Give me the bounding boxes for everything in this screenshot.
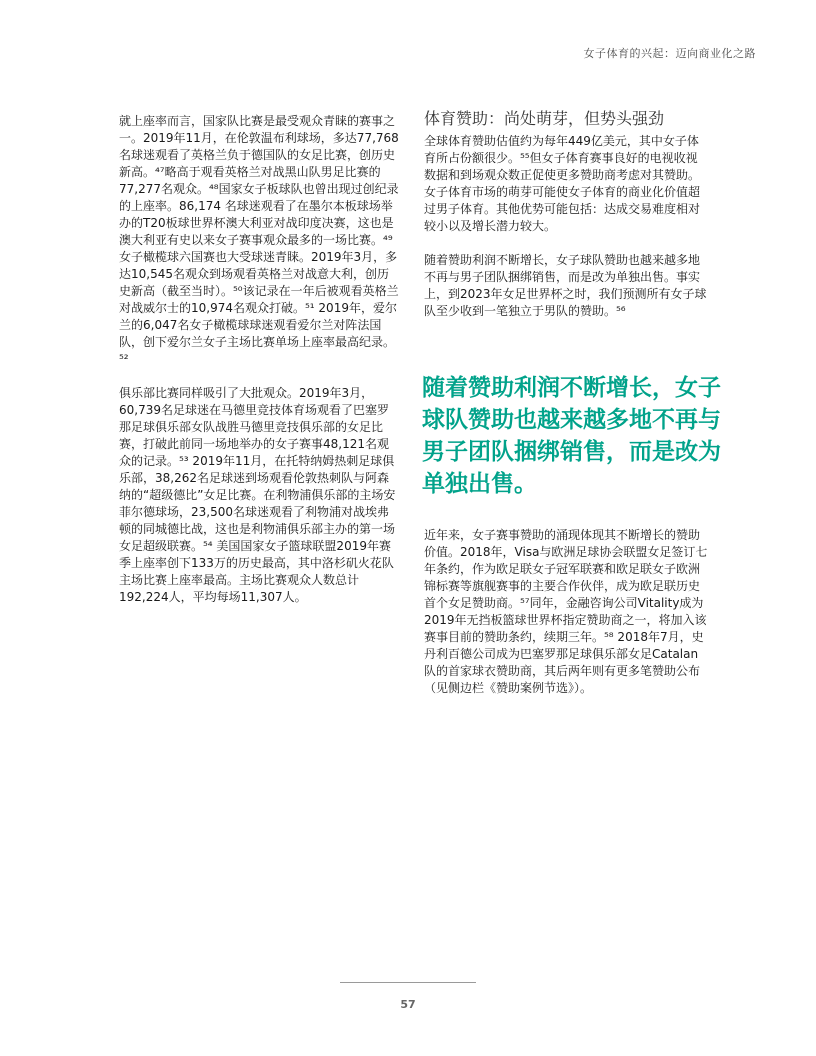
running-header: 女子体育的兴起：迈向商业化之路 [583, 47, 756, 60]
left-column [119, 113, 399, 623]
body-paragraph: 俱乐部比赛同样吸引了大批观众。2019年3月，60,739名足球迷在马德里竞技体育场观看了巴塞罗那足球俱乐部女队战胜马德里竞技俱乐部的女足比赛，打破此前同一场地举办的女子赛事48,121名观众的记录。⁵³ 2019年11月，在托特纳姆热刺足球俱乐部，38,262名足球迷到场观看伦敦热刺队与阿森纳的“超级德比”女足比赛。在利物浦俱乐部的主场安菲尔德球场，23,500名球迷观看了利物浦对战埃弗顿的同城德比战，这也是利物浦俱乐部主办的第一场女足超级联赛。⁵⁴ 美国国家女子篮球联盟2019年赛季上座率创下133万的历史最高，其中洛杉矶火花队主场比赛上座率最高。主场比赛观众人数总计192,224人，平均每场11,307人。 [119, 386, 396, 604]
body-paragraph: 随着赞助利润不断增长，女子球队赞助也越来越多地不再与男子团队捆绑销售，而是改为单独出售。事实上，到2023年女足世界杯之时，我们预测所有女子球队至少收到一笔独立于男队的赞助。⁵⁶ [424, 253, 707, 318]
body-paragraph: 就上座率而言，国家队比赛是最受观众青睐的赛事之一。2019年11月，在伦敦温布利球场，多达77,768名球迷观看了英格兰负于德国队的女足比赛，创历史新高。⁴⁷略高于观看英格兰对战黑山队男足比赛的77,277名观众。⁴⁸国家女子板球队也曾出现过创纪录的上座率。86,174 名球迷观看了在墨尔本板球场举办的T20板球世界杯澳大利亚对战印度决赛，这也是澳大利亚有史以来女子赛事观众最多的一场比赛。⁴⁹女子橄榄球六国赛也大受球迷青睐。2019年3月，多达10,545名观众到场观看英格兰对战意大利，创历史新高（截至当时）。⁵⁰该记录在一年后被观看英格兰对战威尔士的10,974名观众打破。⁵¹ 2019年，爱尔兰的6,047名女子橄榄球球迷观看爱尔兰对阵法国队，创下爱尔兰女子主场比赛单场上座率最高纪录。⁵² [119, 114, 399, 366]
pull-quote: 随着赞助利润不断增长，女子球队赞助也越来越多地不再与男子团队捆绑销售，而是改为单独出售。 [422, 375, 721, 497]
right-column-top [424, 133, 709, 337]
page-number: 57 [400, 998, 416, 1011]
section-heading: 体育赞助：尚处萌芽，但势头强劲 [424, 109, 665, 128]
right-column-bottom [424, 527, 709, 714]
body-paragraph: 全球体育赞助估值约为每年449亿美元，其中女子体育所占份额很少。⁵⁵但女子体育赛事良好的电视收视数据和到场观众数正促使更多赞助商考虑对其赞助。女子体育市场的萌芽可能使女子体育的商业化价值超过男子体育。其他优势可能包括：达成交易难度相对较小以及增长潜力较大。 [424, 134, 701, 233]
body-paragraph: 近年来，女子赛事赞助的涌现体现其不断增长的赞助价值。2018年，Visa与欧洲足球协会联盟女足签订七年条约，作为欧足联女子冠军联赛和欧足联女子欧洲锦标赛等旗舰赛事的主要合作伙伴，成为欧足联历史首个女足赞助商。⁵⁷同年，金融咨询公司Vitality成为2019年无挡板篮球世界杯指定赞助商之一，将加入该赛事目前的赞助条约，续期三年。⁵⁸ 2018年7月，史丹利百德公司成为巴塞罗那足球俱乐部女足Catalan 队的首家球衣赞助商，其后两年则有更多笔赞助公布（见侧边栏《赞助案例节选》）。 [424, 528, 708, 695]
footer-divider [340, 982, 476, 983]
